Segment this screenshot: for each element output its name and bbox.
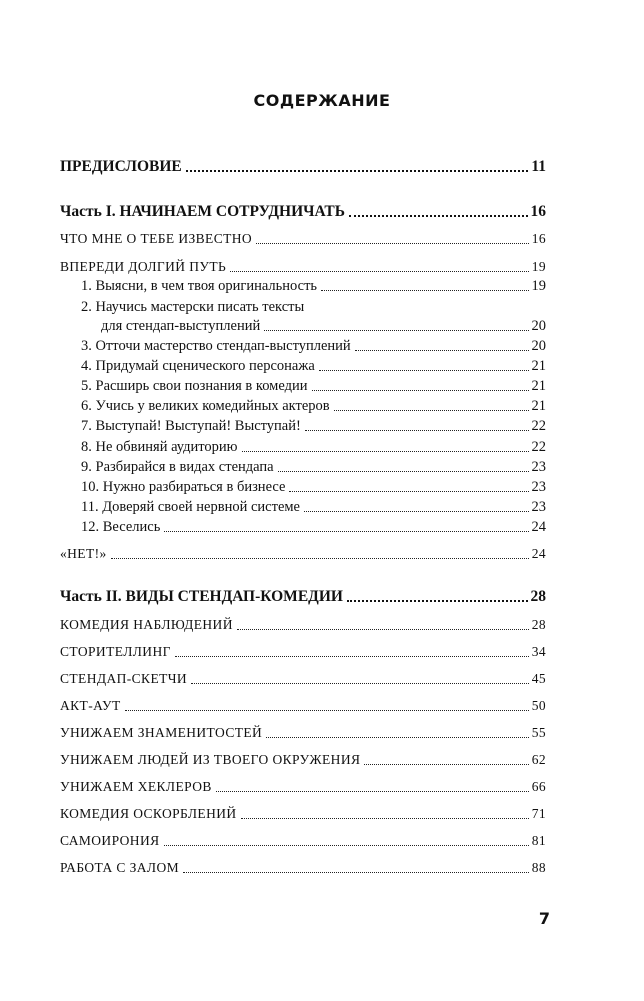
- toc-entry-celebrities[interactable]: [60, 724, 546, 742]
- page-title: СОДЕРЖАНИЕ: [253, 91, 391, 110]
- toc-entry-part-1[interactable]: [60, 203, 546, 221]
- toc-entry-page: 45: [531, 671, 546, 686]
- toc-entry-storytelling[interactable]: [60, 643, 546, 661]
- toc-entry-step-7[interactable]: [81, 417, 546, 435]
- toc-entry-preface[interactable]: [60, 158, 546, 176]
- toc-entry-label: 12. Веселись: [81, 519, 161, 535]
- dot-leader: [334, 410, 529, 411]
- dot-leader: [191, 683, 529, 684]
- toc-entry-label: АКТ-АУТ: [60, 698, 121, 713]
- toc-entry-insult-comedy[interactable]: [60, 805, 546, 823]
- toc-entry-label: ПРЕДИСЛОВИЕ: [60, 158, 182, 175]
- toc-entry-hecklers[interactable]: [60, 778, 546, 796]
- toc-entry-page: 71: [531, 806, 546, 821]
- toc-entry-page: 24: [531, 519, 546, 535]
- dot-leader: [305, 430, 529, 431]
- toc-entry-step-8[interactable]: [81, 438, 546, 456]
- dot-leader: [319, 370, 529, 371]
- dot-leader: [183, 872, 529, 873]
- toc-entry-page: 55: [531, 725, 546, 740]
- dot-leader: [164, 845, 529, 846]
- dot-leader: [264, 330, 528, 331]
- toc-entry-label: РАБОТА С ЗАЛОМ: [60, 860, 180, 875]
- toc-entry-page: 28: [530, 588, 546, 605]
- toc-entry-label: ВПЕРЕДИ ДОЛГИЙ ПУТЬ: [60, 259, 227, 274]
- toc-entry-self-irony[interactable]: [60, 832, 546, 850]
- toc-entry-page: 88: [531, 860, 546, 875]
- toc-entry-step-3[interactable]: [81, 337, 546, 355]
- toc-entry-label: УНИЖАЕМ ХЕКЛЕРОВ: [60, 779, 212, 794]
- dot-leader: [256, 243, 529, 244]
- toc-entry-sketches[interactable]: [60, 670, 546, 688]
- toc-entry-label: КОМЕДИЯ ОСКОРБЛЕНИЙ: [60, 806, 237, 821]
- dot-leader: [230, 271, 529, 272]
- toc-entry-step-2[interactable]: [101, 317, 546, 335]
- toc-entry-label: ЧТО МНЕ О ТЕБЕ ИЗВЕСТНО: [60, 231, 253, 246]
- toc-entry-observational[interactable]: [60, 616, 546, 634]
- dot-leader: [289, 491, 528, 492]
- toc-entry-page: 22: [531, 439, 546, 455]
- dot-leader: [347, 600, 528, 602]
- toc-entry-label: 8. Не обвиняй аудиторию: [81, 439, 238, 455]
- dot-leader: [355, 350, 529, 351]
- dot-leader: [111, 558, 529, 559]
- toc-entry-label: для стендап-выступлений: [101, 318, 261, 334]
- toc-entry-people-around[interactable]: [60, 751, 546, 769]
- toc-entry-label: «НЕТ!»: [60, 546, 107, 561]
- toc-entry-page: 22: [531, 418, 546, 434]
- toc-entry-step-9[interactable]: [81, 458, 546, 476]
- dot-leader: [278, 471, 529, 472]
- toc-entry-step-2-line-1: 2. Научись мастерски писать тексты: [81, 299, 305, 315]
- toc-entry-label: СТОРИТЕЛЛИНГ: [60, 644, 171, 659]
- toc-entry-page: 66: [531, 779, 546, 794]
- toc-entry-page: 28: [531, 617, 546, 632]
- toc-entry-label: 6. Учись у великих комедийных актеров: [81, 398, 330, 414]
- dot-leader: [186, 170, 529, 172]
- toc-entry-step-11[interactable]: [81, 498, 546, 516]
- toc-entry-label: СТЕНДАП-СКЕТЧИ: [60, 671, 188, 686]
- toc-entry-page: 24: [531, 546, 546, 561]
- toc-entry-long-road[interactable]: [60, 258, 546, 276]
- toc-entry-label: УНИЖАЕМ ЗНАМЕНИТОСТЕЙ: [60, 725, 263, 740]
- toc-entry-step-4[interactable]: [81, 357, 546, 375]
- toc-entry-label: 10. Нужно разбираться в бизнесе: [81, 479, 286, 495]
- toc-entry-page: 62: [531, 752, 546, 767]
- toc-entry-act-out[interactable]: [60, 697, 546, 715]
- dot-leader: [242, 451, 529, 452]
- toc-entry-label: Часть II. ВИДЫ СТЕНДАП-КОМЕДИИ: [60, 588, 343, 605]
- toc-entry-page: 21: [531, 398, 546, 414]
- toc-entry-label: 5. Расширь свои познания в комедии: [81, 378, 308, 394]
- toc-entry-page: 20: [531, 318, 546, 334]
- dot-leader: [321, 290, 528, 291]
- toc-entry-step-1[interactable]: [81, 277, 546, 295]
- dot-leader: [349, 215, 528, 217]
- dot-leader: [216, 791, 529, 792]
- toc-entry-page: 23: [531, 459, 546, 475]
- toc-entry-page: 20: [531, 338, 546, 354]
- dot-leader: [175, 656, 529, 657]
- toc-entry-page: 16: [530, 203, 546, 220]
- toc-entry-page: 34: [531, 644, 546, 659]
- dot-leader: [304, 511, 529, 512]
- toc-entry-label: КОМЕДИЯ НАБЛЮДЕНИЙ: [60, 617, 233, 632]
- dot-leader: [164, 531, 528, 532]
- dot-leader: [125, 710, 529, 711]
- dot-leader: [266, 737, 529, 738]
- dot-leader: [241, 818, 529, 819]
- toc-entry-label: 4. Придумай сценического персонажа: [81, 358, 315, 374]
- dot-leader: [364, 764, 528, 765]
- toc-entry-label: 9. Разбирайся в видах стендапа: [81, 459, 274, 475]
- toc-entry-label: Часть I. НАЧИНАЕМ СОТРУДНИЧАТЬ: [60, 203, 345, 220]
- toc-entry-step-6[interactable]: [81, 397, 546, 415]
- toc-entry-page: 50: [531, 698, 546, 713]
- toc-entry-page: 81: [531, 833, 546, 848]
- toc-entry-label: САМОИРОНИЯ: [60, 833, 160, 848]
- toc-entry-page: 21: [531, 378, 546, 394]
- toc-entry-label: 7. Выступай! Выступай! Выступай!: [81, 418, 301, 434]
- toc-entry-page: 11: [531, 158, 546, 175]
- toc-entry-part-2[interactable]: [60, 588, 546, 606]
- toc-entry-page: 21: [531, 358, 546, 374]
- toc-entry-what-i-know[interactable]: [60, 230, 546, 248]
- toc-entry-no[interactable]: [60, 545, 546, 563]
- toc-entry-crowd-work[interactable]: [60, 859, 546, 877]
- toc-entry-label: 1. Выясни, в чем твоя оригинальность: [81, 278, 318, 294]
- toc-entry-page: 19: [531, 259, 546, 274]
- toc-entry-label: УНИЖАЕМ ЛЮДЕЙ ИЗ ТВОЕГО ОКРУЖЕНИЯ: [60, 752, 361, 767]
- toc-entry-label: 3. Отточи мастерство стендап-выступлений: [81, 338, 351, 354]
- toc-entry-page: 16: [531, 231, 546, 246]
- toc-entry-page: 23: [531, 479, 546, 495]
- page-number: 7: [538, 909, 550, 928]
- dot-leader: [237, 629, 529, 630]
- toc-entry-page: 19: [531, 278, 546, 294]
- toc-entry-step-5[interactable]: [81, 377, 546, 395]
- toc-entry-step-10[interactable]: [81, 478, 546, 496]
- toc-entry-step-12[interactable]: [81, 518, 546, 536]
- toc-entry-page: 23: [531, 499, 546, 515]
- toc-entry-label: 11. Доверяй своей нервной системе: [81, 499, 300, 515]
- dot-leader: [312, 390, 529, 391]
